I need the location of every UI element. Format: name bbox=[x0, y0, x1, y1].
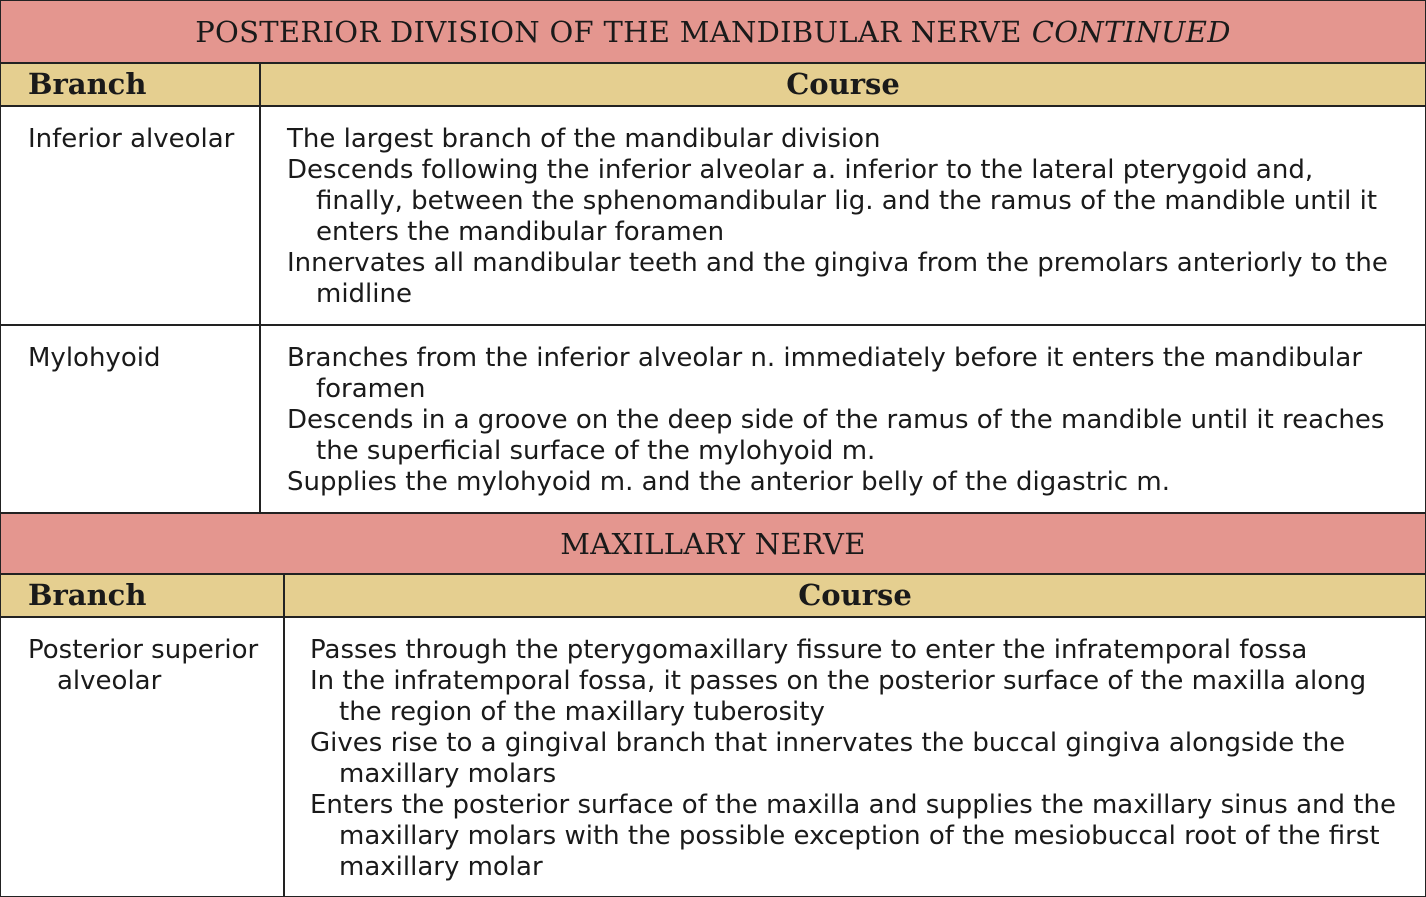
row-divider bbox=[1, 324, 1425, 326]
branch-mylohyoid: Mylohyoid bbox=[28, 343, 161, 373]
course-line: Gives rise to a gingival branch that innervates the buccal gingiva alongside the maxillary molars bbox=[310, 728, 1346, 789]
header-course: Course bbox=[798, 578, 912, 612]
column-divider bbox=[259, 64, 261, 513]
section-title-text: POSTERIOR DIVISION OF THE MANDIBULAR NERVE bbox=[195, 15, 1022, 49]
header-branch: Branch bbox=[28, 67, 147, 101]
section-title-mandibular bbox=[1, 1, 1425, 64]
column-header-row bbox=[1, 575, 1425, 618]
section-title-maxillary bbox=[1, 514, 1425, 575]
course-line: Innervates all mandibular teeth and the gingiva from the premolars anteriorly to the midline bbox=[287, 248, 1388, 309]
course-posterior-superior-alveolar bbox=[310, 635, 1400, 883]
branch-posterior-superior-alveolar bbox=[28, 635, 258, 697]
course-line: Descends following the inferior alveolar a. inferior to the lateral pterygoid and, finally, between the sphenomandibular lig. and the ramus of the mandible until it enters the mandibular foramen bbox=[287, 155, 1378, 247]
course-line: Passes through the pterygomaxillary fissure to enter the infratemporal fossa bbox=[310, 635, 1308, 665]
column-header-row bbox=[1, 64, 1425, 107]
branch-label-line2: alveolar bbox=[57, 666, 162, 696]
course-line: Branches from the inferior alveolar n. immediately before it enters the mandibular foramen bbox=[287, 343, 1363, 404]
section-title-text: MAXILLARY NERVE bbox=[560, 527, 866, 561]
course-line: Supplies the mylohyoid m. and the anterior belly of the digastric m. bbox=[287, 467, 1170, 497]
header-branch: Branch bbox=[28, 578, 147, 612]
course-line: Descends in a groove on the deep side of the ramus of the mandible until it reaches the superficial surface of the mylohyoid m. bbox=[287, 405, 1385, 466]
course-mylohyoid bbox=[287, 343, 1399, 498]
course-line: In the infratemporal fossa, it passes on the posterior surface of the maxilla along the region of the maxillary tuberosity bbox=[310, 666, 1367, 727]
column-divider bbox=[283, 575, 285, 897]
course-line: The largest branch of the mandibular division bbox=[287, 124, 881, 154]
section-title-continued: CONTINUED bbox=[1031, 15, 1231, 49]
course-line: Enters the posterior surface of the maxilla and supplies the maxillary sinus and the maxillary molars with the possible exception of the mesiobuccal root of the first maxillary molar bbox=[310, 790, 1396, 882]
header-course: Course bbox=[786, 67, 900, 101]
branch-label-line1: Posterior superior bbox=[28, 635, 259, 665]
course-inferior-alveolar bbox=[287, 124, 1399, 310]
branch-inferior-alveolar: Inferior alveolar bbox=[28, 124, 235, 154]
